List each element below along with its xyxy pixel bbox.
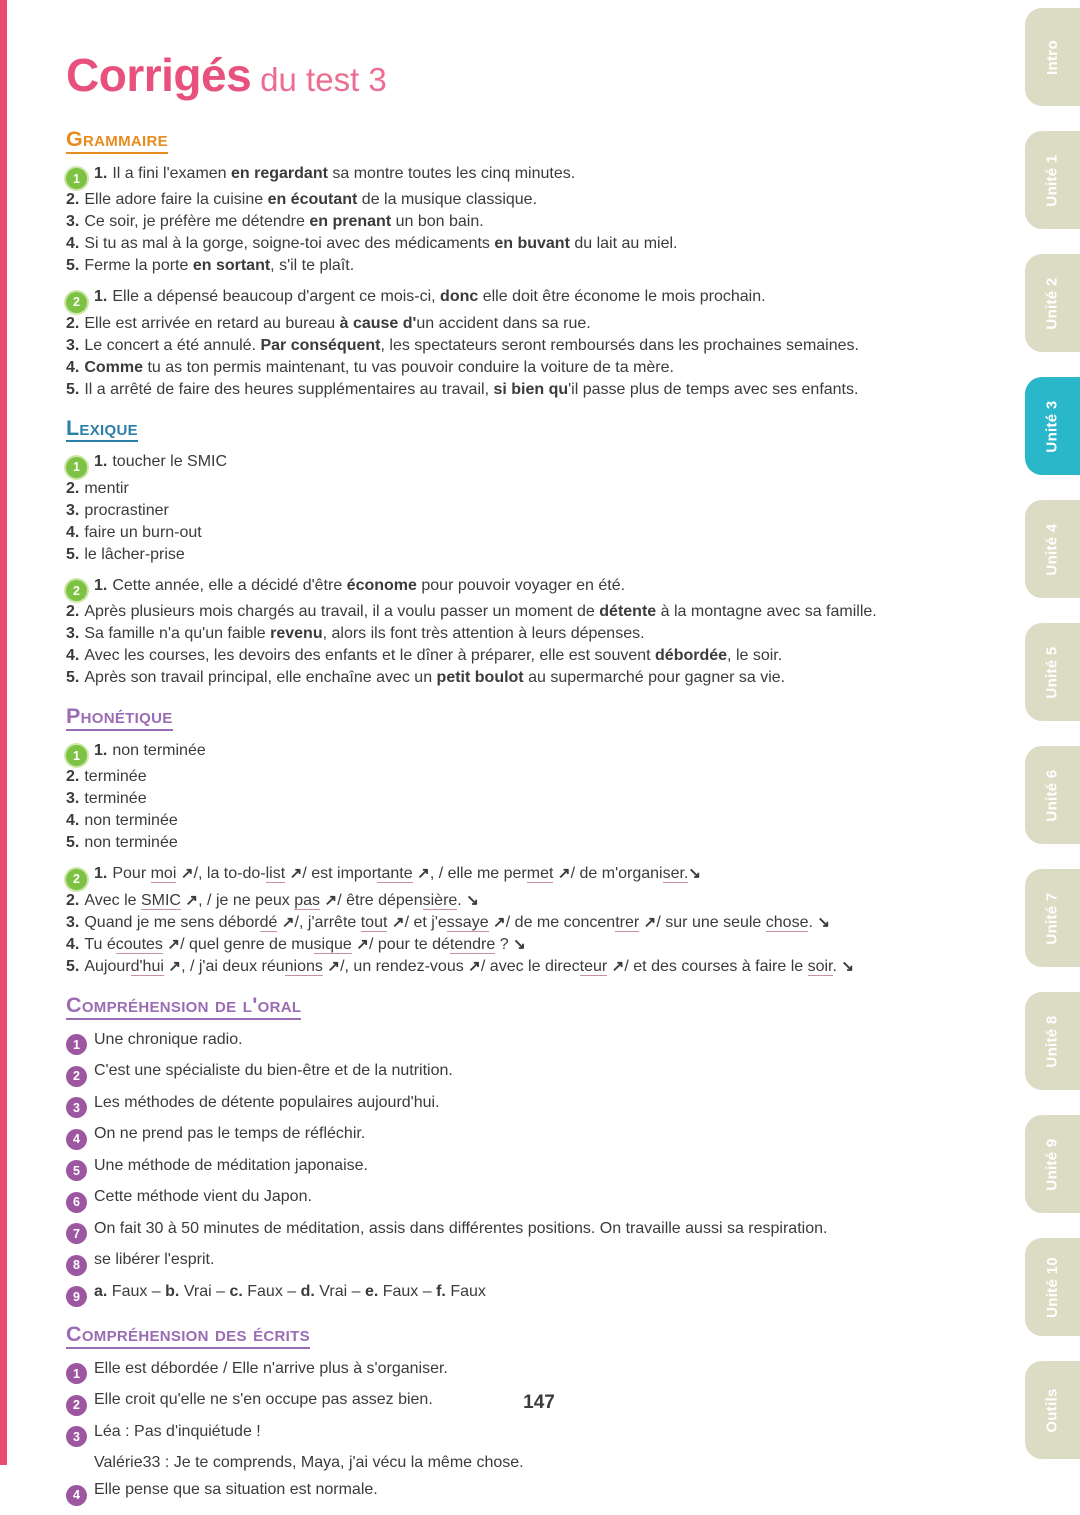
text-segment: Sa famille n'a qu'un faible bbox=[84, 625, 271, 643]
item-number: 2. bbox=[66, 191, 80, 209]
answer-item bbox=[66, 1092, 1012, 1119]
text-segment: Si tu as mal à la gorge, soigne-toi avec des médicaments bbox=[84, 235, 495, 253]
item-number: 3. bbox=[66, 501, 80, 519]
text-segment: On fait 30 à 50 minutes de méditation, assis dans différentes positions. On travaille aussi sa respiration. bbox=[94, 1219, 828, 1237]
answer-item bbox=[66, 544, 1012, 566]
exercise-number-badge: 1 bbox=[66, 457, 87, 478]
sidebar-tab-outils bbox=[1025, 1361, 1080, 1459]
text-segment: détente bbox=[599, 603, 657, 621]
item-number: 1. bbox=[94, 576, 108, 594]
answer-item bbox=[66, 1123, 1012, 1150]
page-content bbox=[66, 50, 1012, 1515]
item-number: 2. bbox=[66, 768, 80, 786]
sidebar-tab-label: Unité 4 bbox=[1044, 522, 1061, 576]
question-number-badge: 3 bbox=[66, 1097, 87, 1118]
intonation-arrow-up-icon: ↗ bbox=[167, 935, 181, 953]
text-segment: Après plusieurs mois chargés au travail, il a voulu passer un moment de bbox=[84, 603, 600, 621]
text-segment: si bien qu bbox=[493, 380, 569, 398]
text-segment: c. bbox=[229, 1282, 243, 1300]
text-segment: , s'il te plaît. bbox=[270, 257, 355, 275]
sidebar-tab-unité-3 bbox=[1025, 377, 1080, 475]
sidebar-tab-intro bbox=[1025, 8, 1080, 106]
item-number: 5. bbox=[66, 834, 80, 852]
sidebar-tab-label: Unité 2 bbox=[1044, 276, 1061, 330]
sidebar-tab-unité-4 bbox=[1025, 500, 1080, 598]
answer-block bbox=[66, 1358, 1012, 1506]
intonation-arrow-up-icon: ↗ bbox=[324, 891, 338, 909]
item-number: 5. bbox=[66, 257, 80, 275]
answer-item bbox=[66, 667, 1012, 689]
text-segment: Comme bbox=[84, 358, 144, 376]
text-segment: pas bbox=[294, 891, 321, 909]
text-segment: /, la to-do- bbox=[193, 865, 266, 883]
exercise-number-badge: 2 bbox=[66, 869, 87, 890]
text-segment: / est impor bbox=[302, 865, 378, 883]
answer-item bbox=[66, 788, 1012, 810]
text-segment: au supermarché pour gagner sa vie. bbox=[523, 669, 786, 687]
answer-item bbox=[66, 379, 1012, 401]
item-number: 3. bbox=[66, 213, 80, 231]
intonation-arrow-up-icon: ↗ bbox=[289, 865, 303, 883]
text-segment: procrastiner bbox=[84, 501, 169, 519]
question-number-badge: 1 bbox=[66, 1363, 87, 1384]
answer-item bbox=[66, 810, 1012, 832]
text-segment: Une chronique radio. bbox=[94, 1030, 243, 1048]
text-segment: d'hui bbox=[130, 957, 164, 975]
text-segment: sique bbox=[313, 935, 352, 953]
sidebar-tab-label: Unité 1 bbox=[1044, 153, 1061, 207]
item-number: 2. bbox=[66, 603, 80, 621]
text-segment: , / elle me per bbox=[429, 865, 527, 883]
text-segment: Les méthodes de détente populaires aujourd'hui. bbox=[94, 1093, 440, 1111]
answer-block bbox=[66, 163, 1012, 278]
section-ecrits bbox=[66, 1323, 1012, 1506]
text-segment: sière bbox=[422, 891, 458, 909]
text-segment: . bbox=[832, 957, 842, 975]
item-number: 5. bbox=[66, 380, 80, 398]
text-segment: non terminée bbox=[112, 741, 206, 759]
text-segment: / pour te dé bbox=[368, 935, 450, 953]
intonation-arrow-up-icon: ↗ bbox=[185, 891, 199, 909]
answer-item bbox=[66, 934, 1012, 956]
sidebar-tab-unité-1 bbox=[1025, 131, 1080, 229]
text-segment: un bon bain. bbox=[391, 213, 484, 231]
text-segment: /, un rendez-vous bbox=[340, 957, 469, 975]
text-segment: elle doit être économe le mois prochain. bbox=[478, 288, 766, 306]
text-segment: ? bbox=[495, 935, 514, 953]
answer-item bbox=[66, 163, 1012, 190]
text-segment: Elle pense que sa situation est normale. bbox=[94, 1481, 378, 1499]
answer-item bbox=[66, 357, 1012, 379]
item-number: 2. bbox=[66, 891, 80, 909]
text-segment: pour pouvoir voyager en été. bbox=[416, 576, 626, 594]
question-number-badge: 5 bbox=[66, 1160, 87, 1181]
answer-item bbox=[66, 623, 1012, 645]
answer-item bbox=[66, 1029, 1012, 1056]
answer-item bbox=[66, 211, 1012, 233]
exercise-number-badge: 1 bbox=[66, 168, 87, 189]
text-segment: revenu bbox=[270, 625, 323, 643]
answer-item bbox=[66, 478, 1012, 500]
intonation-arrow-up-icon: ↗ bbox=[493, 913, 506, 931]
question-number-badge: 4 bbox=[66, 1129, 87, 1150]
text-segment: Elle a dépensé beaucoup d'argent ce mois-ci, bbox=[112, 288, 441, 306]
text-segment: en buvant bbox=[494, 235, 570, 253]
sidebar-tab-unité-2 bbox=[1025, 254, 1080, 352]
page-accent-stripe bbox=[0, 0, 7, 1465]
item-number: 4. bbox=[66, 812, 80, 830]
section-heading-lexique: Lexique bbox=[66, 417, 138, 443]
item-number: 5. bbox=[66, 669, 80, 687]
item-number: 4. bbox=[66, 358, 80, 376]
text-segment: met bbox=[526, 865, 554, 883]
answer-item bbox=[66, 645, 1012, 667]
text-segment: chose bbox=[765, 913, 809, 931]
text-segment: Faux – bbox=[107, 1282, 166, 1300]
text-segment: / sur une seule bbox=[656, 913, 766, 931]
text-segment: /, j'arrête bbox=[294, 913, 361, 931]
exercise-number-badge: 1 bbox=[66, 745, 87, 766]
sidebar-tab-label: Unité 8 bbox=[1044, 1014, 1061, 1068]
item-number: 1. bbox=[94, 741, 108, 759]
section-lexique bbox=[66, 417, 1012, 690]
item-number: 4. bbox=[66, 935, 80, 953]
answer-item bbox=[66, 522, 1012, 544]
answer-item bbox=[66, 233, 1012, 255]
answer-item bbox=[66, 890, 1012, 912]
intonation-arrow-up-icon: ↗ bbox=[168, 957, 182, 975]
text-segment: Vrai – bbox=[179, 1282, 230, 1300]
text-segment: moi bbox=[150, 865, 177, 883]
intonation-arrow-up-icon: ↗ bbox=[557, 865, 571, 883]
text-segment: tante bbox=[377, 865, 413, 883]
text-segment: 'il passe plus de temps avec ses enfants. bbox=[568, 380, 859, 398]
answer-block bbox=[66, 1029, 1012, 1308]
section-oral bbox=[66, 994, 1012, 1307]
text-segment: Avec le bbox=[84, 891, 141, 909]
text-segment: en prenant bbox=[309, 213, 392, 231]
text-segment: Aujour bbox=[84, 957, 131, 975]
answer-block bbox=[66, 863, 1012, 978]
text-segment: économe bbox=[346, 576, 417, 594]
text-segment: en sortant bbox=[192, 257, 271, 275]
answer-item bbox=[66, 500, 1012, 522]
answer-item bbox=[66, 766, 1012, 788]
text-segment: tendre bbox=[449, 935, 496, 953]
intonation-arrow-up-icon: ↗ bbox=[281, 913, 295, 931]
answer-item bbox=[66, 1186, 1012, 1213]
text-segment: se libérer l'esprit. bbox=[94, 1251, 215, 1269]
text-segment: Cette méthode vient du Japon. bbox=[94, 1188, 312, 1206]
sidebar-tab-label: Unité 10 bbox=[1044, 1256, 1062, 1318]
item-number: 3. bbox=[66, 625, 80, 643]
answer-block bbox=[66, 286, 1012, 401]
answer-item bbox=[66, 1281, 1012, 1308]
sidebar-tab-unité-7 bbox=[1025, 869, 1080, 967]
item-number: 1. bbox=[94, 164, 108, 182]
text-segment: nions bbox=[284, 957, 323, 975]
text-segment: SMIC bbox=[140, 891, 181, 909]
text-segment: Vrai – bbox=[314, 1282, 365, 1300]
text-segment: donc bbox=[440, 288, 479, 306]
sidebar-tab-label: Unité 3 bbox=[1044, 399, 1061, 453]
sidebar-tab-label: Unité 5 bbox=[1044, 645, 1061, 699]
sidebar-tab-label: Unité 7 bbox=[1044, 891, 1061, 945]
answer-item bbox=[66, 451, 1012, 478]
intonation-arrow-up-icon: ↗ bbox=[417, 865, 430, 883]
intonation-arrow-down-icon: ↘ bbox=[817, 913, 831, 931]
question-number-badge: 2 bbox=[66, 1066, 87, 1087]
item-number: 1. bbox=[94, 288, 108, 306]
text-segment: . bbox=[808, 913, 818, 931]
sidebar-tab-unité-10 bbox=[1025, 1238, 1080, 1336]
answer-item bbox=[66, 832, 1012, 854]
text-segment: terminée bbox=[84, 790, 147, 808]
intonation-arrow-down-icon: ↘ bbox=[841, 957, 855, 975]
text-segment: en regardant bbox=[231, 164, 328, 182]
answer-item bbox=[66, 956, 1012, 978]
intonation-arrow-up-icon: ↗ bbox=[611, 957, 625, 975]
text-segment: Faux – bbox=[378, 1282, 437, 1300]
item-number: 4. bbox=[66, 235, 80, 253]
question-number-badge: 4 bbox=[66, 1485, 87, 1506]
text-segment: Valérie33 : Je te comprends, Maya, j'ai vécu la même chose. bbox=[94, 1454, 524, 1472]
text-segment: Faux bbox=[445, 1282, 486, 1300]
sections bbox=[66, 128, 1012, 1506]
intonation-arrow-up-icon: ↗ bbox=[356, 935, 369, 953]
text-segment: On ne prend pas le temps de réfléchir. bbox=[94, 1125, 366, 1143]
text-segment: , le soir. bbox=[727, 647, 783, 665]
sidebar-tab-label: Intro bbox=[1043, 39, 1061, 75]
text-segment: à cause d' bbox=[339, 314, 417, 332]
text-segment: Une méthode de méditation japonaise. bbox=[94, 1156, 368, 1174]
page-title-sub: du test 3 bbox=[260, 61, 387, 98]
text-segment: Il a fini l'examen bbox=[112, 164, 232, 182]
text-segment: Elle croit qu'elle ne s'en occupe pas assez bien. bbox=[94, 1391, 433, 1409]
text-segment: Elle est arrivée en retard au bureau bbox=[84, 314, 340, 332]
answer-item bbox=[66, 575, 1012, 602]
text-segment: terminée bbox=[84, 768, 147, 786]
text-segment: coutes bbox=[115, 935, 163, 953]
answer-item bbox=[66, 313, 1012, 335]
intonation-arrow-down-icon: ↘ bbox=[466, 891, 479, 909]
text-segment: Pour bbox=[112, 865, 151, 883]
text-segment: soir bbox=[807, 957, 833, 975]
item-number: 1. bbox=[94, 865, 108, 883]
unit-tab-sidebar bbox=[1025, 0, 1080, 1465]
intonation-arrow-up-icon: ↗ bbox=[468, 957, 481, 975]
text-segment: en écoutant bbox=[267, 191, 358, 209]
text-segment: Le concert a été annulé. bbox=[84, 336, 261, 354]
text-segment: Tu é bbox=[84, 935, 116, 953]
item-number: 4. bbox=[66, 647, 80, 665]
intonation-arrow-down-icon: ↘ bbox=[688, 865, 702, 883]
sidebar-tab-unité-6 bbox=[1025, 746, 1080, 844]
question-number-badge: 9 bbox=[66, 1286, 87, 1307]
answer-item bbox=[66, 863, 1012, 890]
text-segment: teur bbox=[579, 957, 608, 975]
sidebar-tab-label: Unité 6 bbox=[1044, 768, 1061, 822]
answer-item bbox=[66, 189, 1012, 211]
answer-item bbox=[66, 1155, 1012, 1182]
text-segment: un accident dans sa rue. bbox=[416, 314, 591, 332]
page-number: 147 bbox=[523, 1392, 555, 1413]
text-segment: le lâcher-prise bbox=[84, 545, 185, 563]
text-segment: Cette année, elle a décidé d'être bbox=[112, 576, 347, 594]
text-segment: du lait au miel. bbox=[569, 235, 678, 253]
text-segment: d. bbox=[300, 1282, 315, 1300]
text-segment: , alors ils font très attention à leurs dépenses. bbox=[322, 625, 645, 643]
text-segment: Ferme la porte bbox=[84, 257, 193, 275]
text-segment: à la montagne avec sa famille. bbox=[656, 603, 877, 621]
text-segment: , les spectateurs seront remboursés dans les prochaines semaines. bbox=[380, 336, 859, 354]
text-segment: trer bbox=[615, 913, 640, 931]
text-segment: non terminée bbox=[84, 834, 178, 852]
item-number: 1. bbox=[94, 453, 108, 471]
answer-item bbox=[66, 286, 1012, 313]
intonation-arrow-up-icon: ↗ bbox=[391, 913, 405, 931]
answer-item bbox=[66, 1218, 1012, 1245]
text-segment: non terminée bbox=[84, 812, 178, 830]
answer-item bbox=[66, 1479, 1012, 1506]
text-segment: Ce soir, je préfère me détendre bbox=[84, 213, 310, 231]
text-segment: / être dépen bbox=[337, 891, 423, 909]
text-segment: débordée bbox=[655, 647, 728, 665]
text-segment: , / j'ai deux réu bbox=[181, 957, 285, 975]
answer-item bbox=[66, 1358, 1012, 1385]
text-segment: / quel genre de mu bbox=[180, 935, 314, 953]
item-number: 2. bbox=[66, 314, 80, 332]
answer-item bbox=[66, 1421, 1012, 1448]
exercise-number-badge: 2 bbox=[66, 292, 87, 313]
item-number: 4. bbox=[66, 523, 80, 541]
answer-item bbox=[66, 601, 1012, 623]
sidebar-tab-label: Unité 9 bbox=[1044, 1137, 1061, 1191]
answer-item bbox=[66, 1249, 1012, 1276]
answer-item bbox=[66, 740, 1012, 767]
text-segment: Elle adore faire la cuisine bbox=[84, 191, 268, 209]
question-number-badge: 6 bbox=[66, 1192, 87, 1213]
question-number-badge: 1 bbox=[66, 1034, 87, 1055]
item-number: 3. bbox=[66, 336, 80, 354]
text-segment: ser. bbox=[662, 865, 689, 883]
section-heading-ecrits: Compréhension des écrits bbox=[66, 1323, 310, 1349]
section-heading-phonetique: Phonétique bbox=[66, 705, 173, 731]
text-segment: dé bbox=[259, 913, 278, 931]
item-number: 5. bbox=[66, 957, 80, 975]
answer-item bbox=[66, 335, 1012, 357]
question-number-badge: 8 bbox=[66, 1255, 87, 1276]
intonation-arrow-down-icon: ↘ bbox=[513, 935, 526, 953]
exercise-number-badge: 2 bbox=[66, 580, 87, 601]
text-segment: / et des courses à faire le bbox=[624, 957, 808, 975]
answer-item bbox=[66, 912, 1012, 934]
item-number: 3. bbox=[66, 913, 80, 931]
text-segment: ssaye bbox=[446, 913, 489, 931]
text-segment: Après son travail principal, elle enchaîne avec un bbox=[84, 669, 437, 687]
answer-block bbox=[66, 451, 1012, 566]
text-segment: / avec le direc bbox=[480, 957, 580, 975]
text-segment: Faux – bbox=[242, 1282, 301, 1300]
text-segment: e. bbox=[364, 1282, 379, 1300]
text-segment: tout bbox=[360, 913, 388, 931]
item-number: 5. bbox=[66, 545, 80, 563]
section-phonetique bbox=[66, 705, 1012, 978]
page-title bbox=[66, 50, 1012, 112]
answer-block bbox=[66, 740, 1012, 855]
text-segment: Elle est débordée / Elle n'arrive plus à s'organiser. bbox=[94, 1359, 448, 1377]
text-segment: petit boulot bbox=[436, 669, 524, 687]
sidebar-tab-label: Outils bbox=[1044, 1387, 1061, 1433]
intonation-arrow-up-icon: ↗ bbox=[643, 913, 657, 931]
text-segment: Il a arrêté de faire des heures supplémentaires au travail, bbox=[84, 380, 494, 398]
text-segment: tu as ton permis maintenant, tu vas pouvoir conduire la voiture de ta mère. bbox=[143, 358, 674, 376]
text-segment: Avec les courses, les devoirs des enfants et le dîner à préparer, elle est souvent bbox=[84, 647, 656, 665]
text-segment: / de me concen bbox=[505, 913, 616, 931]
question-number-badge: 7 bbox=[66, 1223, 87, 1244]
text-segment: C'est une spécialiste du bien-être et de la nutrition. bbox=[94, 1062, 453, 1080]
item-number: 3. bbox=[66, 790, 80, 808]
answer-item bbox=[66, 255, 1012, 277]
intonation-arrow-up-icon: ↗ bbox=[180, 865, 194, 883]
text-segment: Léa : Pas d'inquiétude ! bbox=[94, 1422, 261, 1440]
text-segment: faire un burn-out bbox=[84, 523, 202, 541]
intonation-arrow-up-icon: ↗ bbox=[327, 957, 341, 975]
section-heading-grammaire: Grammaire bbox=[66, 128, 168, 154]
question-number-badge: 3 bbox=[66, 1426, 87, 1447]
text-segment: sa montre toutes les cinq minutes. bbox=[327, 164, 576, 182]
section-grammaire bbox=[66, 128, 1012, 401]
text-segment: a. bbox=[94, 1282, 108, 1300]
section-heading-oral: Compréhension de l'oral bbox=[66, 994, 301, 1020]
text-segment: . bbox=[457, 891, 467, 909]
question-number-badge: 2 bbox=[66, 1395, 87, 1416]
text-segment: de la musique classique. bbox=[357, 191, 538, 209]
text-segment: , / je ne peux bbox=[198, 891, 295, 909]
text-segment: Par conséquent bbox=[260, 336, 381, 354]
text-segment: b. bbox=[165, 1282, 180, 1300]
page-title-main: Corrigés bbox=[66, 49, 252, 101]
item-number: 2. bbox=[66, 479, 80, 497]
answer-item bbox=[66, 1452, 1012, 1474]
text-segment: mentir bbox=[84, 479, 129, 497]
answer-block bbox=[66, 575, 1012, 690]
answer-item bbox=[66, 1060, 1012, 1087]
text-segment: / de m'organi bbox=[570, 865, 663, 883]
text-segment: toucher le SMIC bbox=[112, 453, 228, 471]
sidebar-tab-unité-9 bbox=[1025, 1115, 1080, 1213]
text-segment: f. bbox=[436, 1282, 446, 1300]
sidebar-tab-unité-5 bbox=[1025, 623, 1080, 721]
sidebar-tab-unité-8 bbox=[1025, 992, 1080, 1090]
text-segment: / et j'e bbox=[404, 913, 447, 931]
text-segment: list bbox=[265, 865, 286, 883]
text-segment: Quand je me sens débor bbox=[84, 913, 260, 931]
